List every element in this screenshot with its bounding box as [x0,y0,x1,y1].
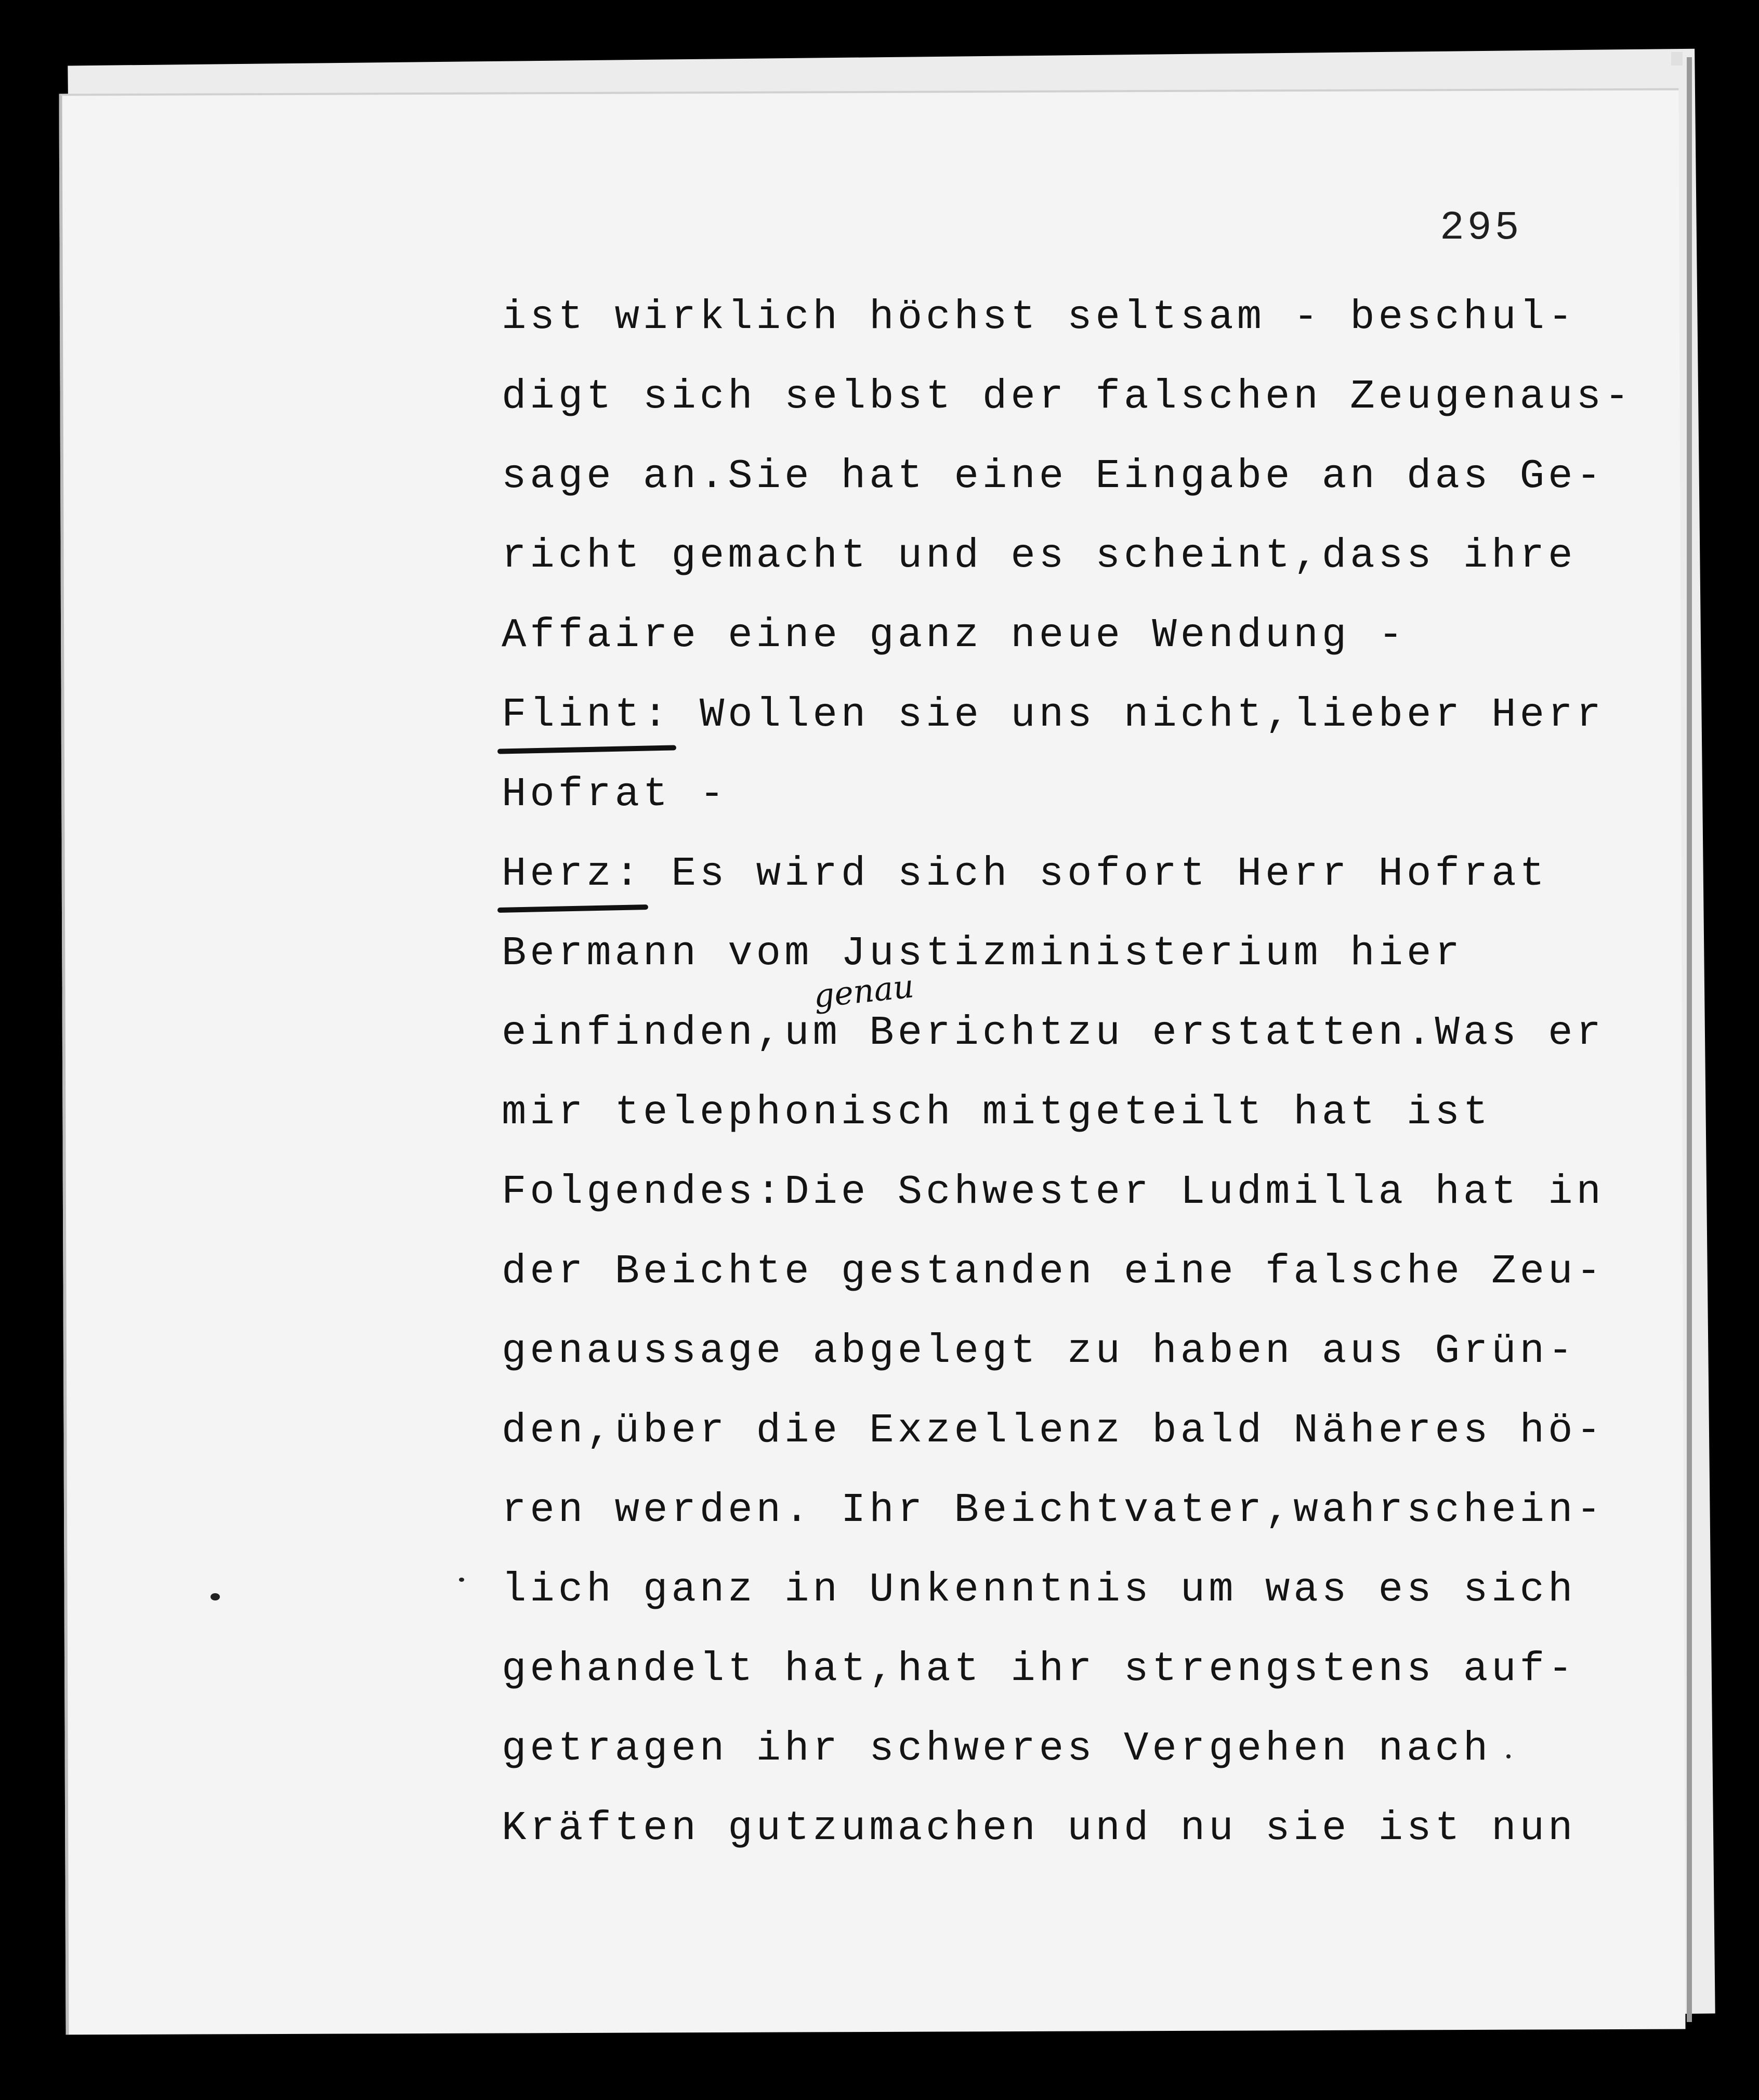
text-line [502,689,1605,741]
text-line [502,768,728,820]
text-line [502,1723,1491,1775]
line-text: getragen ihr schweres Vergehen nach [502,1725,1492,1772]
line-text: digt sich selbst der falschen Zeugenaus- [502,373,1633,420]
line-text: lich ganz in Unkenntnis um was es sich [502,1566,1577,1613]
text-line [502,1007,1605,1059]
line-text: Hofrat - [502,771,728,818]
line-text: einfinden,um Berichtzu erstatten.Was er [502,1009,1605,1056]
line-text: genaussage abgelegt zu haben aus Grün- [502,1328,1577,1374]
ink-dot [459,1578,464,1582]
line-text: Bermann vom Justizministerium hier [502,930,1463,977]
text-line [502,1802,1577,1854]
handwritten-annotation: genau [811,967,916,1015]
text-line [502,609,1407,661]
line-text: mir telephonisch mitgeteilt hat ist [502,1089,1492,1136]
line-text: ist wirklich höchst seltsam - beschul- [502,294,1577,340]
text-line [502,1086,1491,1138]
text-line [502,1166,1605,1218]
line-text: Es wird sich sofort Herr Hofrat [643,850,1548,897]
line-text: Affaire eine ganz neue Wendung - [502,612,1407,659]
text-line [502,291,1577,343]
line-text: den,über die Exzellenz bald Näheres hö- [502,1407,1605,1454]
line-text: richt gemacht und es scheint,dass ihre [502,532,1577,579]
text-line [502,1484,1605,1536]
text-line [502,927,1463,979]
line-text: Wollen sie uns nicht,lieber Herr [671,691,1605,738]
text-line [502,450,1605,502]
speaker-label: Flint: [502,689,671,741]
line-text: sage an.Sie hat eine Eingabe an das Ge- [502,453,1605,500]
text-line [502,530,1577,582]
text-line [502,1325,1577,1377]
line-text: Folgendes:Die Schwester Ludmilla hat in [502,1169,1605,1215]
text-line [502,371,1633,423]
line-text: ren werden. Ihr Beichtvater,wahrschein- [502,1487,1605,1533]
text-line [502,848,1548,900]
line-text: gehandelt hat,hat ihr strengstens auf- [502,1646,1577,1692]
text-line [502,1405,1605,1456]
ink-dot [1506,1754,1511,1758]
text-line [502,1245,1605,1297]
line-text: Kräften gutzumachen und nu sie ist nun [502,1805,1577,1852]
line-text: der Beichte gestanden eine falsche Zeu- [502,1248,1605,1295]
ink-dot [211,1593,220,1600]
page-number: 295 [1440,205,1522,251]
sheet-edge [1687,57,1692,2022]
text-line [502,1564,1577,1616]
sheet-corner [1671,52,1683,65]
text-line [502,1643,1577,1695]
speaker-label: Herz: [502,848,643,900]
